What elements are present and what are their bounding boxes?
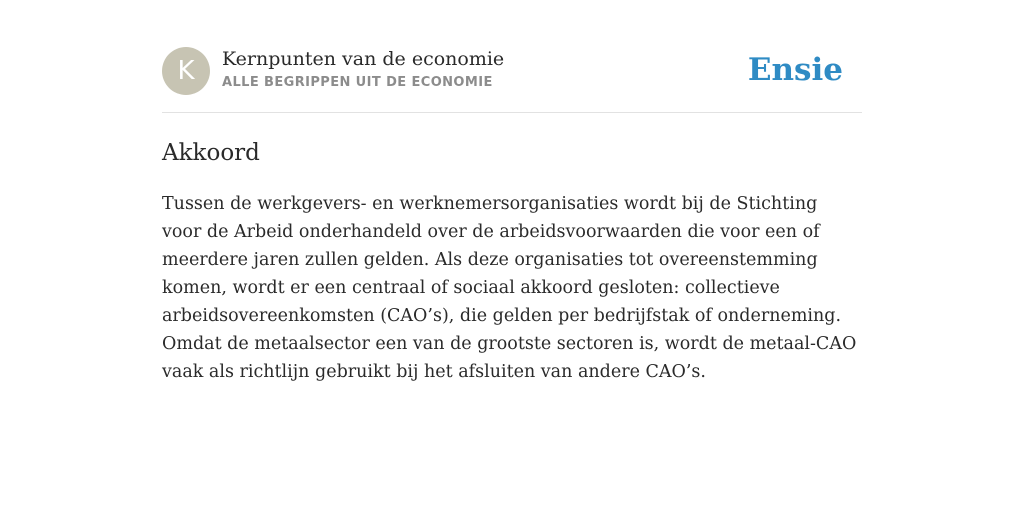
term-definition: Tussen de werkgevers- en werknemersorganisaties wordt bij de Stichting voor de Arbeid onderhandeld over de arbeidsvoorwaarden die voor een of meerdere jaren zullen gelden. Als deze organisaties tot overeenstemming komen, wordt er een centraal of sociaal akkoord gesloten: collectieve arbeidsovereenkomsten (CAO’s), die gelden per bedrijfstak of onderneming. Omdat de metaalsector een van de grootste sectoren is, wordt de metaal-CAO vaak als richtlijn gebruikt bij het afsluiten van andere CAO’s. [162, 194, 857, 382]
entry-header [162, 47, 862, 113]
source-title-link[interactable]: Kernpunten van de economie [222, 48, 505, 70]
source-avatar[interactable]: K [162, 47, 210, 95]
term-title: Akkoord [162, 140, 260, 166]
source-subtitle-link[interactable]: ALLE BEGRIPPEN UIT DE ECONOMIE [222, 75, 493, 90]
ensie-logo[interactable]: Ensie [747, 52, 843, 88]
